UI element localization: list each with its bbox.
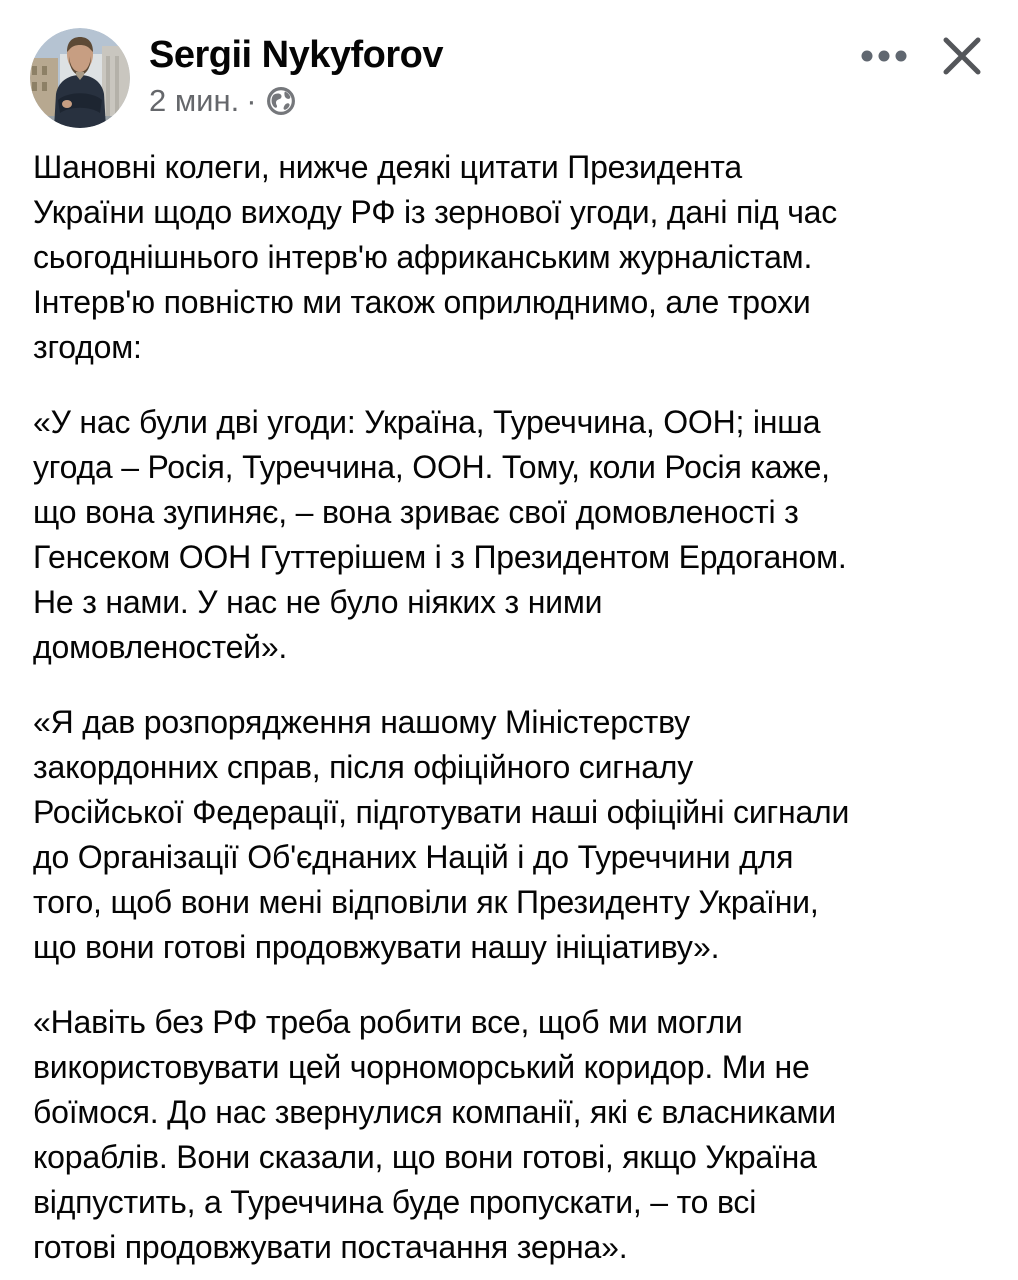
post-text-line: угода – Росія, Туреччина, ООН. Тому, коли Росія каже, bbox=[33, 449, 830, 485]
post-paragraph bbox=[33, 700, 985, 970]
timestamp[interactable]: 2 мин. bbox=[149, 82, 240, 118]
post-text-line: Генсеком ООН Гуттерішем і з Президентом Ердоганом. bbox=[33, 539, 847, 575]
post-header bbox=[0, 0, 1018, 128]
post-text-line: що вони готові продовжувати нашу ініціативу». bbox=[33, 929, 720, 965]
close-button[interactable] bbox=[939, 33, 985, 79]
post-body bbox=[0, 128, 1018, 1280]
post-text-line: використовувати цей чорноморський коридор. Ми не bbox=[33, 1049, 810, 1085]
post-text-line: готові продовжувати постачання зерна». bbox=[33, 1229, 628, 1265]
header-text bbox=[149, 28, 443, 118]
post-text-line: «Навіть без РФ треба робити все, щоб ми могли bbox=[33, 1004, 743, 1040]
post-text-line: «Я дав розпорядження нашому Міністерству bbox=[33, 704, 690, 740]
avatar[interactable] bbox=[30, 28, 130, 128]
post-paragraph bbox=[33, 1000, 985, 1270]
post-text-line: відпустить, а Туреччина буде пропускати, – то всі bbox=[33, 1184, 757, 1220]
post-text-line: домовленостей». bbox=[33, 629, 288, 665]
post-text-line: того, щоб вони мені відповіли як Президенту України, bbox=[33, 884, 819, 920]
header-actions bbox=[861, 30, 985, 82]
avatar-photo bbox=[30, 28, 130, 128]
post-text-line: України щодо виходу РФ із зернової угоди, дані під час bbox=[33, 194, 838, 230]
ellipsis-more-icon bbox=[861, 50, 909, 62]
post-text-line: боїмося. До нас звернулися компанії, які є власниками bbox=[33, 1094, 836, 1130]
post-text-line: згодом: bbox=[33, 329, 142, 365]
post-text-line: Не з нами. У нас не було ніяких з ними bbox=[33, 584, 603, 620]
post-text-line: Інтерв'ю повністю ми також оприлюднимо, але трохи bbox=[33, 284, 811, 320]
post-text-line: «У нас були дві угоди: Україна, Туреччина, ООН; інша bbox=[33, 404, 821, 440]
author-name[interactable]: Sergii Nykyforov bbox=[149, 34, 443, 76]
post-text-line: сьогоднішнього інтерв'ю африканським журналістам. bbox=[33, 239, 813, 275]
meta-separator: · bbox=[246, 82, 257, 118]
close-x-icon bbox=[939, 33, 985, 79]
post-paragraph bbox=[33, 145, 985, 370]
post-text-line: кораблів. Вони сказали, що вони готові, якщо Україна bbox=[33, 1139, 817, 1175]
post-text-line: Шановні колеги, нижче деякі цитати Президента bbox=[33, 149, 742, 185]
post-text-line: Російської Федерації, підготувати наші офіційні сигнали bbox=[33, 794, 850, 830]
post-text-line: що вона зупиняє, – вона зриває свої домовленості з bbox=[33, 494, 799, 530]
post-text-line: закордонних справ, після офіційного сигналу bbox=[33, 749, 694, 785]
post-paragraph bbox=[33, 400, 985, 670]
post-text-line: до Організації Об'єднаних Націй і до Туреччини для bbox=[33, 839, 794, 875]
globe-icon bbox=[266, 86, 296, 116]
post-meta bbox=[149, 84, 443, 118]
more-options-button[interactable] bbox=[861, 50, 909, 62]
